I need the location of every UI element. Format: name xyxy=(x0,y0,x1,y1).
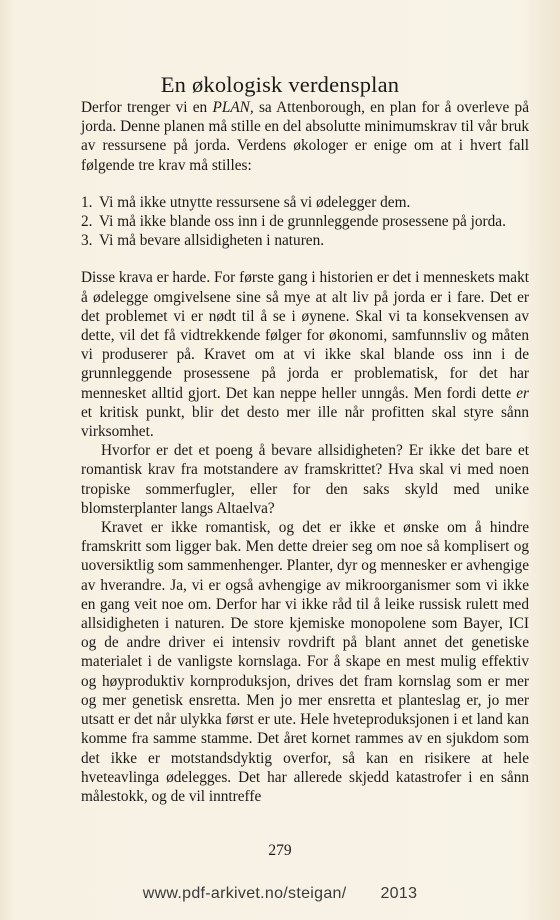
intro-paragraph: Derfor trenger vi en PLAN, sa Attenborough, en plan for å overleve på jorda. Denne planen må stille en del absolutte minimumskrav til vår bruk av ressursene på jorda. Verdens økologer er enige om at i hvert fall følgende tre krav må stilles: xyxy=(81,99,529,174)
list-item: 3. Vi må bevare allsidigheten i naturen. xyxy=(81,232,325,250)
requirements-list xyxy=(81,193,529,251)
body-text xyxy=(81,98,529,806)
paragraph: Hvorfor er det et poeng å bevare allsidigheten? Er ikke det bare et romantisk krav fra motstandere av framskrittet? Hva skal vi med noen tropiske sommerfugler, eller for den saks skyld med unike blomsterplanter langs Altaelva? xyxy=(81,442,529,517)
plan-emphasis: PLAN, xyxy=(212,99,254,116)
page-number: 279 xyxy=(268,842,292,859)
footer-year: 2013 xyxy=(380,885,418,902)
footer xyxy=(0,885,560,903)
er-emphasis: er xyxy=(516,384,529,402)
list-item: 2. Vi må ikke blande oss inn i de grunnleggende prosessene på jorda. xyxy=(81,213,506,231)
list-item: 1. Vi må ikke utnytte ressursene så vi ødelegger dem. xyxy=(81,193,411,211)
footer-url[interactable]: www.pdf-arkivet.no/steigan/ xyxy=(142,885,347,902)
paragraph: Kravet er ikke romantisk, og det er ikke et ønske om å hindre framskritt som ligger bak. Men dette dreier seg om noe så komplisert og uoversiktlig som sammenhenger. Planter, dyr og mennesker er avhengige av hverandre. Ja, vi er også avhengige av mikroorganismer som vi ikke en gang veit noe om. Derfor har vi ikke råd til å leike russisk rulett med allsidigheten i naturen. De store kjemiske monopolene som Bayer, ICI og de andre driver ei intensiv rovdrift på blant annet det genetiske materialet i de vanligste kornslaga. For å skape en mest mulig effektiv og høyproduktiv kornproduksjon, drives det fram kornslag som er mer og mer genetisk ensretta. Men jo mer ensretta et planteslag er, jo mer utsatt er det når ulykka først er ute. Hele hveteproduksjonen i et land kan komme fra samme stamme. Det året kornet rammes av en sjukdom som det ikke er motstandsdyktig overfor, så kan en risikere at hele hveteavlinga ødelegges. Det har allerede skjedd katastrofer i en sånn målestokk, og de vil inntreffe xyxy=(81,519,529,805)
paragraph: Disse krava er harde. For første gang i historien er det i menneskets makt å ødelegge omgivelsene sine så mye at alt liv på jorda er i fare. Det er det problemet vi er nødt til å se i øynene. Skal vi ta konsekvensen av dette, vil det få vidtrekkende følger for økonomi, samfunnsliv og måten vi produserer på. Kravet om at vi ikke skal blande oss inn i de grunnleggende prosessene på jorda er problematisk, for det har mennesket alltid gjort. Det kan neppe heller unngås. Men fordi dette er et kritisk punkt, blir det desto mer ille når profitten skal styre sånn virksomhet. xyxy=(81,269,529,441)
chapter-title: En økologisk verdensplan xyxy=(160,72,400,97)
